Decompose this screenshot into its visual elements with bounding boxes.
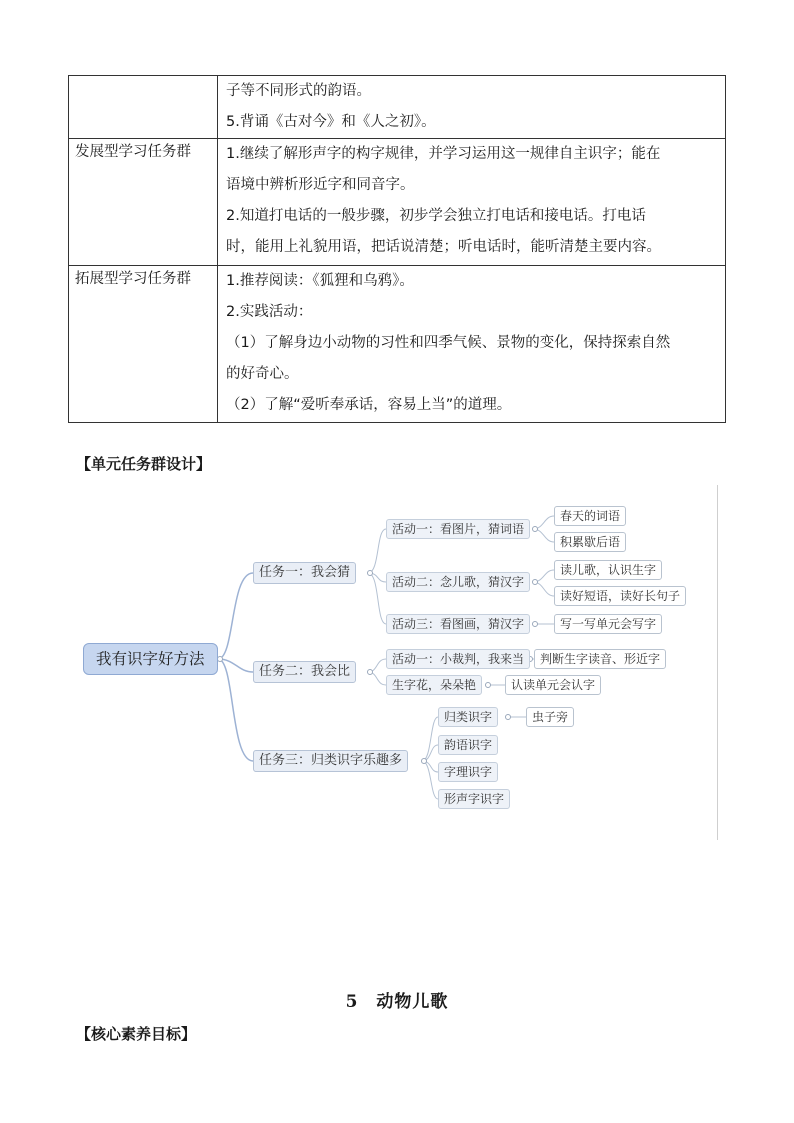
lesson-title: 5 动物儿歌: [345, 992, 449, 1012]
section-heading-unit-design: 【单元任务群设计】: [76, 455, 212, 473]
page-divider-line: [717, 485, 718, 840]
text-line: 5.背诵《古对今》和《人之初》。: [226, 114, 436, 130]
leaf-node: 认读单元会认字: [505, 675, 601, 695]
task1-activity3-node: 活动三：看图画，猜汉字: [386, 614, 530, 634]
text-line: 语境中辨析形近字和同音字。: [226, 177, 415, 193]
leaf-node: 判断生字读音、形近字: [534, 649, 666, 669]
leaf-node: 积累歇后语: [554, 532, 626, 552]
text-line: （1）了解身边小动物的习性和四季气候、景物的变化，保持探索自然: [226, 335, 671, 351]
table-cell-row3: [218, 266, 726, 423]
text-line: 的好奇心。: [226, 366, 299, 382]
table-row-label-empty: [69, 76, 218, 139]
task1-node: 任务一：我会猜: [253, 562, 356, 584]
text-line: 时，能用上礼貌用语，把话说清楚；听电话时，能听清楚主要内容。: [226, 239, 661, 255]
text-line: 2.知道打电话的一般步骤，初步学会独立打电话和接电话。打电话: [226, 208, 646, 224]
leaf-node: 虫子旁: [526, 707, 574, 727]
leaf-node: 写一写单元会写字: [554, 614, 662, 634]
task1-activity1-node: 活动一：看图片，猜词语: [386, 519, 530, 539]
task1-activity2-node: 活动二：念儿歌，猜汉字: [386, 572, 530, 592]
task2-node: 任务二：我会比: [253, 661, 356, 683]
section-heading-core: 【核心素养目标】: [76, 1025, 197, 1043]
table-row-label: [69, 266, 218, 423]
task2-activity2-node: 生字花，朵朵艳: [386, 675, 482, 695]
task3-item2-node: 韵语识字: [438, 735, 498, 755]
leaf-node: 春天的词语: [554, 506, 626, 526]
text-line: 子等不同形式的韵语。: [226, 83, 371, 99]
text-line: 2.实践活动：: [226, 304, 313, 320]
task3-item3-node: 字理识字: [438, 762, 498, 782]
leaf-node: 读好短语，读好长句子: [554, 586, 686, 606]
label-development: 发展型学习任务群: [75, 144, 191, 160]
table-row-label: [69, 139, 218, 266]
objectives-table: [68, 75, 726, 423]
task2-activity1-node: 活动一：小裁判，我来当: [386, 649, 530, 669]
task3-node: 任务三：归类识字乐趣多: [253, 750, 408, 772]
leaf-node: 读儿歌，认识生字: [554, 560, 662, 580]
mindmap: [80, 485, 720, 845]
label-extension: 拓展型学习任务群: [75, 271, 191, 287]
text-line: 1.继续了解形声字的构字规律，并学习运用这一规律自主识字；能在: [226, 146, 661, 162]
mindmap-root-node: 我有识字好方法: [83, 643, 218, 675]
text-line: （2）了解“爱听奉承话，容易上当”的道理。: [226, 397, 512, 413]
text-line: 1.推荐阅读：《狐狸和乌鸦》。: [226, 273, 414, 289]
table-cell-row2: [218, 139, 726, 266]
task3-item1-node: 归类识字: [438, 707, 498, 727]
table-cell-row1: [218, 76, 726, 139]
task3-item4-node: 形声字识字: [438, 789, 510, 809]
